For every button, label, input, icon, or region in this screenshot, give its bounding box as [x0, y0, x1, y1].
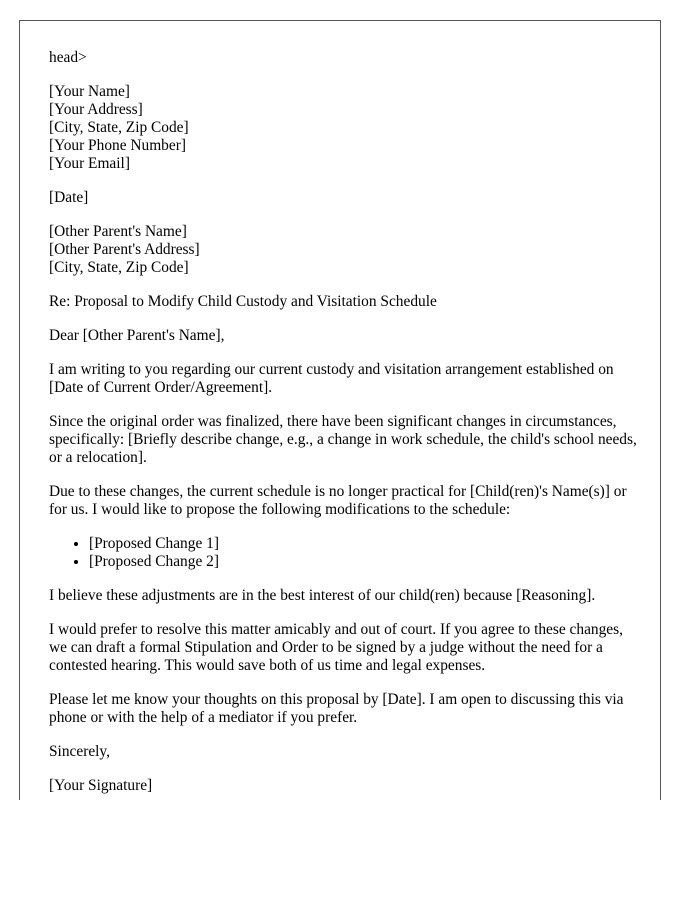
- body-paragraph-2: Since the original order was finalized, there have been significant changes in circumstances, specifically: [Briefly describe change, e.g., a change in work schedule, the child's school needs, or a relocation].: [49, 413, 637, 466]
- sender-phone: [Your Phone Number]: [49, 137, 186, 154]
- letter-date: [Date]: [49, 189, 89, 206]
- sender-city-state-zip: [City, State, Zip Code]: [49, 119, 189, 136]
- recipient-block: [49, 223, 639, 277]
- body-paragraph-6: Please let me know your thoughts on this proposal by [Date]. I am open to discussing this via phone or with the help of a mediator if you prefer.: [49, 691, 624, 726]
- stray-text: head>: [49, 49, 87, 66]
- body-paragraph-4: I believe these adjustments are in the best interest of our child(ren) because [Reasoning].: [49, 587, 596, 604]
- salutation: Dear [Other Parent's Name],: [49, 327, 225, 344]
- sender-block: [49, 83, 639, 173]
- recipient-city-state-zip: [City, State, Zip Code]: [49, 259, 189, 276]
- sender-address: [Your Address]: [49, 101, 143, 118]
- sender-email: [Your Email]: [49, 155, 130, 172]
- signature: [Your Signature]: [49, 777, 153, 794]
- subject-line: Re: Proposal to Modify Child Custody and Visitation Schedule: [49, 293, 437, 310]
- sender-name: [Your Name]: [49, 83, 130, 100]
- proposed-changes-list: [49, 535, 639, 571]
- body-paragraph-1: I am writing to you regarding our current custody and visitation arrangement established on [Date of Current Order/Agreement].: [49, 361, 614, 396]
- recipient-name: [Other Parent's Name]: [49, 223, 187, 240]
- list-item: • [Proposed Change 2]: [89, 553, 639, 571]
- body-paragraph-5: I would prefer to resolve this matter amicably and out of court. If you agree to these changes, we can draft a formal Stipulation and Order to be signed by a judge without the need for a contested hearing. This would save both of us time and legal expenses.: [49, 621, 623, 674]
- closing: Sincerely,: [49, 743, 110, 760]
- body-paragraph-3: Due to these changes, the current schedule is no longer practical for [Child(ren)'s Name(s)] or for us. I would like to propose the following modifications to the schedule:: [49, 483, 627, 518]
- recipient-address: [Other Parent's Address]: [49, 241, 200, 258]
- list-item: • [Proposed Change 1]: [89, 535, 639, 553]
- letter-content: [49, 49, 639, 800]
- letter-page: [19, 20, 661, 800]
